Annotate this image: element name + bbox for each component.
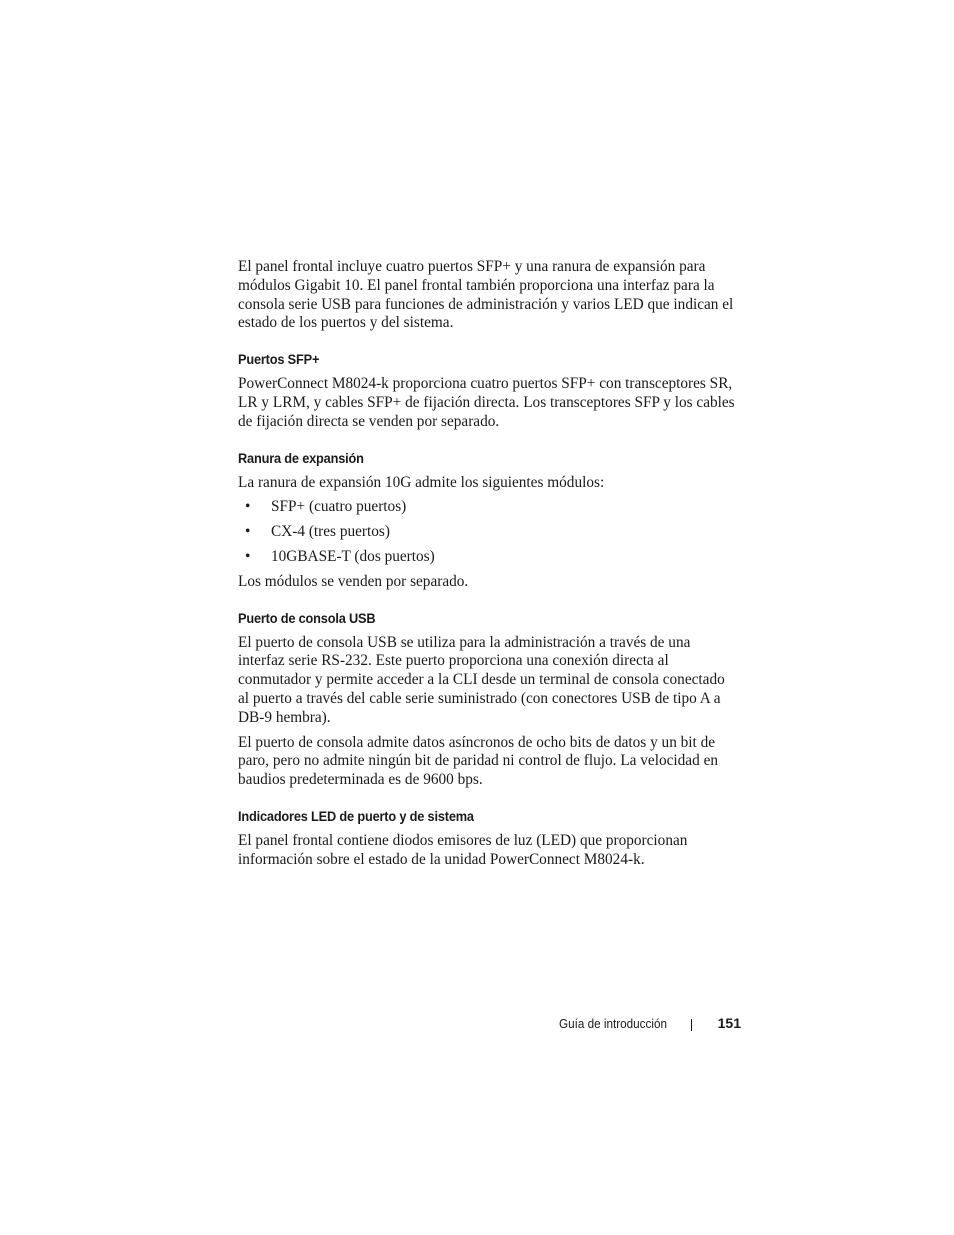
- sfp-paragraph: PowerConnect M8024-k proporciona cuatro puertos SFP+ con transceptores SR, LR y LRM, y cables SFP+ de fijación directa. Los transceptores SFP y los cables de fijación directa se venden por separado.: [238, 375, 735, 430]
- heading-usb-console: Puerto de consola USB: [238, 610, 376, 627]
- usb-paragraph-2: El puerto de consola admite datos asíncronos de ocho bits de datos y un bit de paro, pero no admite ningún bit de paridad ni control de flujo. La velocidad en baudios predeterminada es de 9600 bps.: [238, 733, 719, 789]
- list-item: [238, 523, 738, 542]
- footer-title: Guía de introducción: [559, 1016, 667, 1031]
- heading-led-indicators: Indicadores LED de puerto y de sistema: [238, 808, 474, 825]
- list-item: [238, 498, 738, 517]
- led-paragraph: El panel frontal contiene diodos emisores de luz (LED) que proporcionan información sobre el estado de la unidad PowerConnect M8024-k.: [238, 831, 688, 868]
- usb-paragraph-1: El puerto de consola USB se utiliza para la administración a través de una interfaz serie RS-232. Este puerto proporciona una conexión directa al conmutador y permite acceder a la CLI desde un terminal de consola conectado al puerto a través del cable serie suministrado (con conectores USB de tipo A a DB-9 hembra).: [238, 633, 725, 726]
- heading-sfp-ports: Puertos SFP+: [238, 352, 320, 369]
- heading-expansion-slot: Ranura de expansión: [238, 450, 364, 467]
- list-item-text: 10GBASE-T (dos puertos): [271, 547, 435, 565]
- expansion-closing: Los módulos se venden por separado.: [238, 572, 469, 590]
- list-item-text: SFP+ (cuatro puertos): [271, 498, 407, 516]
- list-item: [238, 548, 738, 567]
- bullet-icon: •: [245, 523, 251, 541]
- bullet-icon: •: [245, 547, 251, 565]
- bullet-icon: •: [245, 498, 251, 516]
- footer-divider: [691, 1019, 692, 1031]
- page-footer: [500, 1014, 741, 1034]
- expansion-paragraph: La ranura de expansión 10G admite los siguientes módulos:: [238, 473, 605, 491]
- list-item-text: CX-4 (tres puertos): [271, 523, 390, 541]
- page-number: 151: [717, 1015, 741, 1031]
- module-list: [238, 498, 738, 566]
- intro-paragraph: El panel frontal incluye cuatro puertos SFP+ y una ranura de expansión para módulos Gigabit 10. El panel frontal también proporciona una interfaz para la consola serie USB para funciones de administración y varios LED que indican el estado de los puertos y del sistema.: [238, 258, 734, 332]
- page-content: [238, 258, 738, 876]
